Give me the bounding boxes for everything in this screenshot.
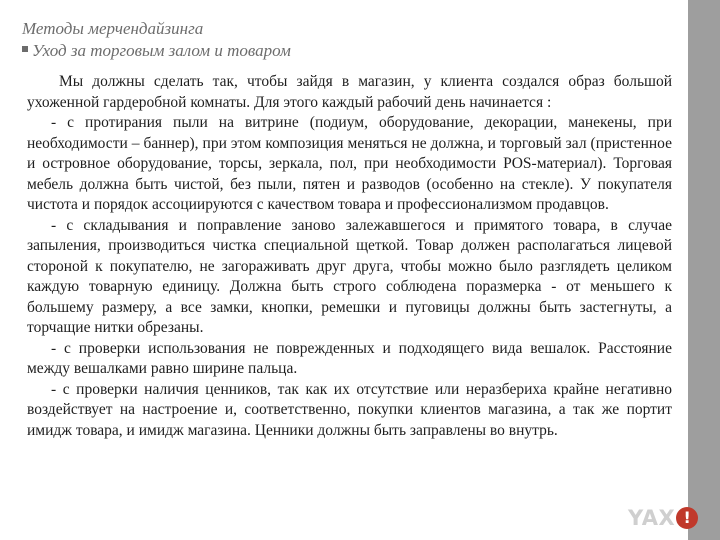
exclamation-icon: ! [676,507,698,529]
paragraph-dusting: - с протирания пыли на витрине (подиум, оборудование, декорации, манекены, при необходимости – баннер), при этом композиция меняться не должна, и торговый зал (пристенное и островное оборудование, торсы, зеркала, пол, при необходимости POS-материал). Торговая мебель должна быть чистой, без пыли, пятен и разводов (особенно на стекле). У покупателя чистота и порядок ассоциируются с качеством товара и профессионализмом продавцов. [27,114,672,213]
slide-header [22,18,672,62]
slide-title: Методы мерчендайзинга [22,19,204,38]
paragraph-hangers: - с проверки использования не поврежденных и подходящего вида вешалок. Расстояние между вешалками равно ширине пальца. [27,339,672,377]
right-sidebar-bar [688,0,720,540]
paragraph-price-tags: - с проверки наличия ценников, так как их отсутствие или неразбериха крайне негативно воздействует на настроение и, соответственно, покупки клиентов магазина, а так же портит имидж товара, и имидж магазина. Ценники должны быть заправлены во внутрь. [27,380,672,439]
body-text [27,72,672,441]
slide-subtitle-text: Уход за торговым залом и товаром [32,41,291,60]
watermark-logo [628,505,698,531]
slide-subtitle [22,40,672,62]
square-bullet-icon [22,46,28,52]
logo-text: YAX [628,506,676,530]
paragraph-intro: Мы должны сделать так, чтобы зайдя в магазин, у клиента создался образ большой ухоженной гардеробной комнаты. Для этого каждый рабочий день начинается : [27,73,672,111]
paragraph-folding: - с складывания и поправление заново залежавшегося и примятого товара, в случае запыления, производиться чистка специальной щеткой. Товар должен располагаться лицевой стороной к покупателю, не загораживать друг друга, чтобы можно было разглядеть целиком каждую товарную единицу. Должна быть строго соблюдена поразмерка - от меньшего к большему размеру, а все замки, кнопки, ремешки и пуговицы должны быть застегнуты, а торчащие нитки обрезаны. [27,216,672,336]
